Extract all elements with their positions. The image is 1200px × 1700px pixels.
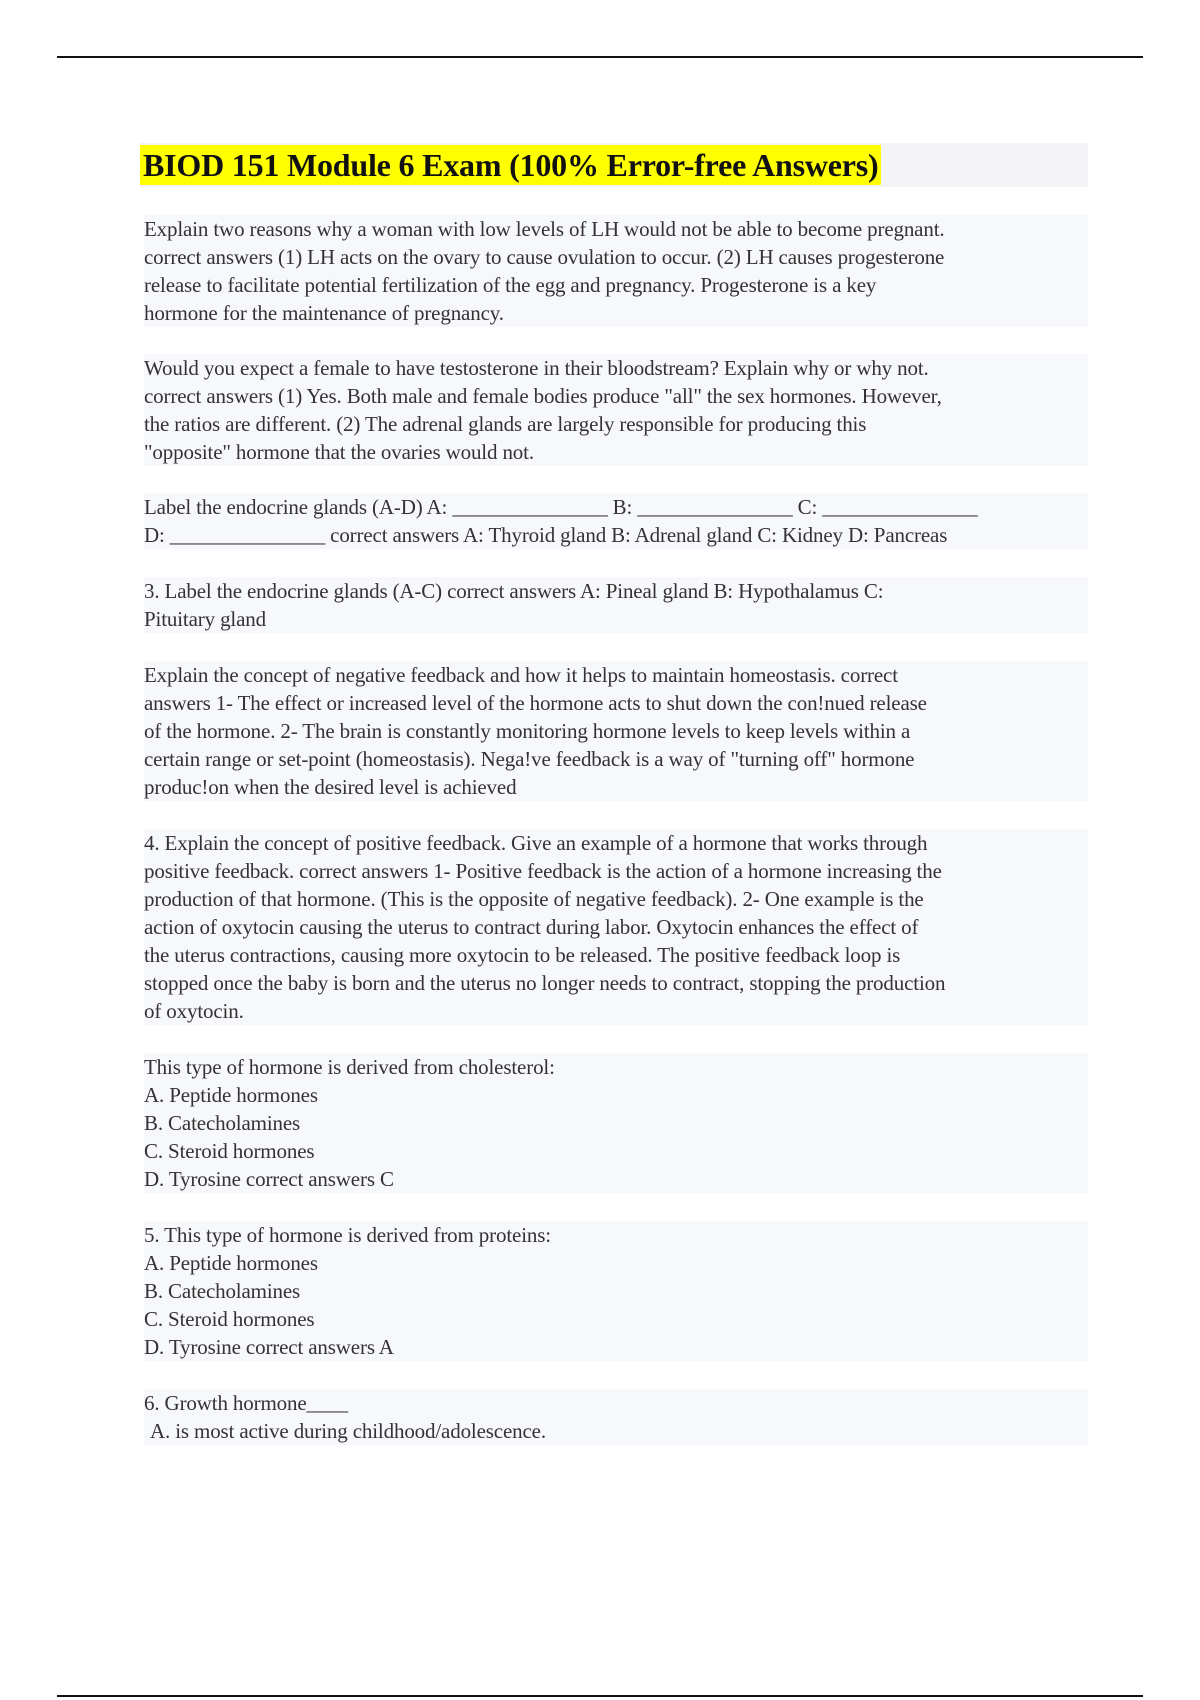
text-line: 5. This type of hormone is derived from proteins: [144, 1221, 1088, 1249]
text-line: correct answers (1) Yes. Both male and female bodies produce "all" the sex hormones. However, [144, 382, 1088, 410]
question-label-glands-a-d [144, 493, 1088, 549]
text-line: hormone for the maintenance of pregnancy. [144, 299, 1088, 327]
text-line: Explain the concept of negative feedback and how it helps to maintain homeostasis. correct [144, 661, 1088, 689]
question-label-glands-a-c [144, 577, 1088, 633]
question-lh-pregnancy [144, 215, 1088, 327]
text-line: This type of hormone is derived from cholesterol: [144, 1053, 1088, 1081]
option-line: D. Tyrosine correct answers C [144, 1165, 1088, 1193]
title-band [140, 143, 1088, 187]
option-line: C. Steroid hormones [144, 1137, 1088, 1165]
text-line: answers 1- The effect or increased level of the hormone acts to shut down the con!nued release [144, 689, 1088, 717]
question-positive-feedback [144, 829, 1088, 1025]
text-line: Pituitary gland [144, 605, 1088, 633]
question-negative-feedback [144, 661, 1088, 801]
text-line: certain range or set-point (homeostasis). Nega!ve feedback is a way of "turning off" hormone [144, 745, 1088, 773]
question-testosterone [144, 354, 1088, 466]
question-cholesterol-hormone [144, 1053, 1088, 1193]
text-line: D: _______________ correct answers A: Thyroid gland B: Adrenal gland C: Kidney D: Pancreas [144, 521, 1088, 549]
option-line: A. Peptide hormones [144, 1081, 1088, 1109]
text-line: stopped once the baby is born and the uterus no longer needs to contract, stopping the production [144, 969, 1088, 997]
text-line: of oxytocin. [144, 997, 1088, 1025]
text-line: 3. Label the endocrine glands (A-C) correct answers A: Pineal gland B: Hypothalamus C: [144, 577, 1088, 605]
text-line: the uterus contractions, causing more oxytocin to be released. The positive feedback loop is [144, 941, 1088, 969]
text-line: action of oxytocin causing the uterus to contract during labor. Oxytocin enhances the effect of [144, 913, 1088, 941]
text-line: produc!on when the desired level is achieved [144, 773, 1088, 801]
text-line: 4. Explain the concept of positive feedback. Give an example of a hormone that works through [144, 829, 1088, 857]
text-line: correct answers (1) LH acts on the ovary to cause ovulation to occur. (2) LH causes progesterone [144, 243, 1088, 271]
bottom-rule [57, 1695, 1143, 1697]
option-line: A. Peptide hormones [144, 1249, 1088, 1277]
text-line: of the hormone. 2- The brain is constantly monitoring hormone levels to keep levels within a [144, 717, 1088, 745]
text-line: 6. Growth hormone____ [144, 1389, 1088, 1417]
document-title: BIOD 151 Module 6 Exam (100% Error-free Answers) [140, 145, 881, 185]
option-line: B. Catecholamines [144, 1109, 1088, 1137]
option-line: C. Steroid hormones [144, 1305, 1088, 1333]
option-line: A. is most active during childhood/adolescence. [144, 1417, 1088, 1445]
question-growth-hormone [144, 1389, 1088, 1445]
option-line: D. Tyrosine correct answers A [144, 1333, 1088, 1361]
text-line: Label the endocrine glands (A-D) A: _______________ B: _______________ C: _______________ [144, 493, 1088, 521]
document-page [144, 143, 1088, 1445]
text-line: production of that hormone. (This is the opposite of negative feedback). 2- One example is the [144, 885, 1088, 913]
top-rule [57, 56, 1143, 58]
text-line: Explain two reasons why a woman with low levels of LH would not be able to become pregnant. [144, 215, 1088, 243]
text-line: "opposite" hormone that the ovaries would not. [144, 438, 1088, 466]
text-line: Would you expect a female to have testosterone in their bloodstream? Explain why or why not. [144, 354, 1088, 382]
text-line: the ratios are different. (2) The adrenal glands are largely responsible for producing this [144, 410, 1088, 438]
option-line: B. Catecholamines [144, 1277, 1088, 1305]
question-protein-hormone [144, 1221, 1088, 1361]
text-line: positive feedback. correct answers 1- Positive feedback is the action of a hormone increasing the [144, 857, 1088, 885]
text-line: release to facilitate potential fertilization of the egg and pregnancy. Progesterone is a key [144, 271, 1088, 299]
